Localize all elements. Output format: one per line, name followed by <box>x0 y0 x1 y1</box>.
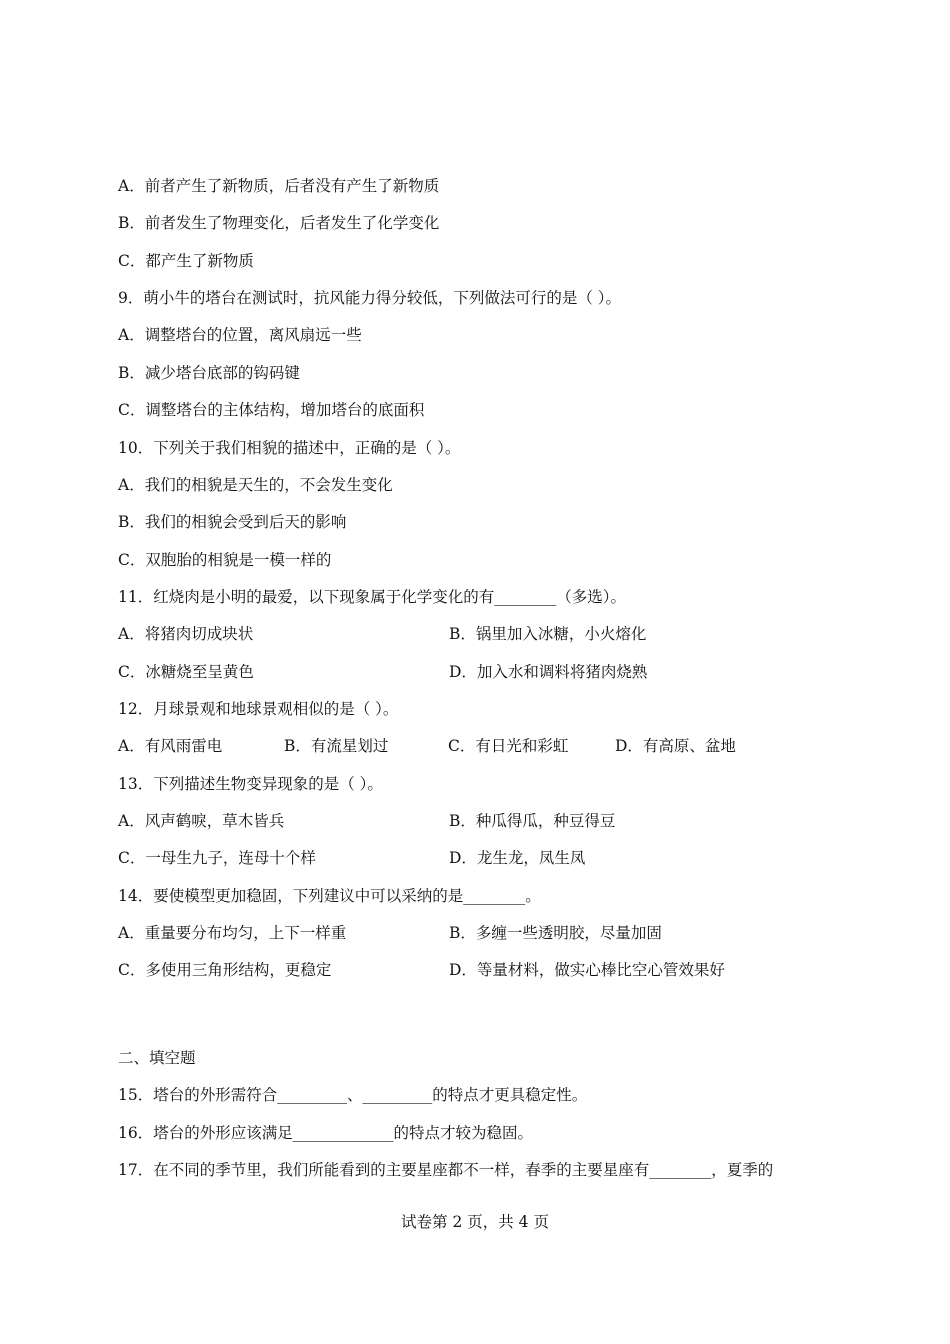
q12-stem: 12．月球景观和地球景观相似的是（ ）。 <box>118 700 399 718</box>
q9-stem: 9．萌小牛的塔台在测试时，抗风能力得分较低，下列做法可行的是（ ）。 <box>118 289 622 307</box>
q14-option-c: C．多使用三角形结构，更稳定 <box>118 961 332 979</box>
q17-stem: 17．在不同的季节里，我们所能看到的主要星座都不一样，春季的主要星座有________，夏季的 <box>118 1161 774 1179</box>
q14-option-b: B．多缠一些透明胶，尽量加固 <box>449 924 662 942</box>
q13-row-2 <box>118 848 586 868</box>
section-title-fill-in: 二、填空题 <box>118 1049 196 1067</box>
q15-stem: 15．塔台的外形需符合_________、_________的特点才更具稳定性。 <box>118 1086 588 1104</box>
q13-stem: 13．下列描述生物变异现象的是（ ）。 <box>118 775 383 793</box>
q8-option-c: C．都产生了新物质 <box>118 252 254 270</box>
q12-options-row <box>118 736 818 756</box>
q14-row-1 <box>118 923 662 943</box>
page-footer: 试卷第 2 页，共 4 页 <box>401 1213 549 1231</box>
q11-row-1 <box>118 624 647 644</box>
q10-option-a: A．我们的相貌是天生的，不会发生变化 <box>118 476 393 494</box>
q8-option-a: A．前者产生了新物质，后者没有产生了新物质 <box>118 177 440 195</box>
q14-row-2 <box>118 960 725 980</box>
q11-row-2 <box>118 662 648 682</box>
q10-option-b: B．我们的相貌会受到后天的影响 <box>118 513 347 531</box>
q12-option-d: D．有高原、盆地 <box>615 737 736 755</box>
q16-stem: 16．塔台的外形应该满足_____________的特点才较为稳固。 <box>118 1124 533 1142</box>
q11-stem: 11．红烧肉是小明的最爱，以下现象属于化学变化的有________（多选）。 <box>118 588 626 606</box>
q10-stem: 10．下列关于我们相貌的描述中，正确的是（ ）。 <box>118 439 461 457</box>
q9-option-a: A．调整塔台的位置，离风扇远一些 <box>118 326 362 344</box>
q12-option-b: B．有流星划过 <box>284 737 389 755</box>
q9-option-c: C．调整塔台的主体结构，增加塔台的底面积 <box>118 401 425 419</box>
q14-stem: 14．要使模型更加稳固，下列建议中可以采纳的是________。 <box>118 887 541 905</box>
q14-option-a: A．重量要分布均匀，上下一样重 <box>118 924 347 942</box>
q13-option-d: D．龙生龙，凤生凤 <box>449 849 586 867</box>
q13-option-b: B．种瓜得瓜，种豆得豆 <box>449 812 616 830</box>
q9-option-b: B．减少塔台底部的钩码键 <box>118 364 300 382</box>
q11-option-c: C．冰糖烧至呈黄色 <box>118 663 254 681</box>
q12-option-c: C．有日光和彩虹 <box>448 737 569 755</box>
q11-option-a: A．将猪肉切成块状 <box>118 625 254 643</box>
q13-row-1 <box>118 811 616 831</box>
q14-option-d: D．等量材料，做实心棒比空心管效果好 <box>449 961 725 979</box>
q11-option-d: D．加入水和调料将猪肉烧熟 <box>449 663 648 681</box>
q10-option-c: C．双胞胎的相貌是一模一样的 <box>118 551 332 569</box>
q11-option-b: B．锅里加入冰糖，小火熔化 <box>449 625 647 643</box>
q13-option-c: C．一母生九子，连母十个样 <box>118 849 316 867</box>
q13-option-a: A．风声鹤唳，草木皆兵 <box>118 812 285 830</box>
q8-option-b: B．前者发生了物理变化，后者发生了化学变化 <box>118 214 440 232</box>
q12-option-a: A．有风雨雷电 <box>118 737 223 755</box>
